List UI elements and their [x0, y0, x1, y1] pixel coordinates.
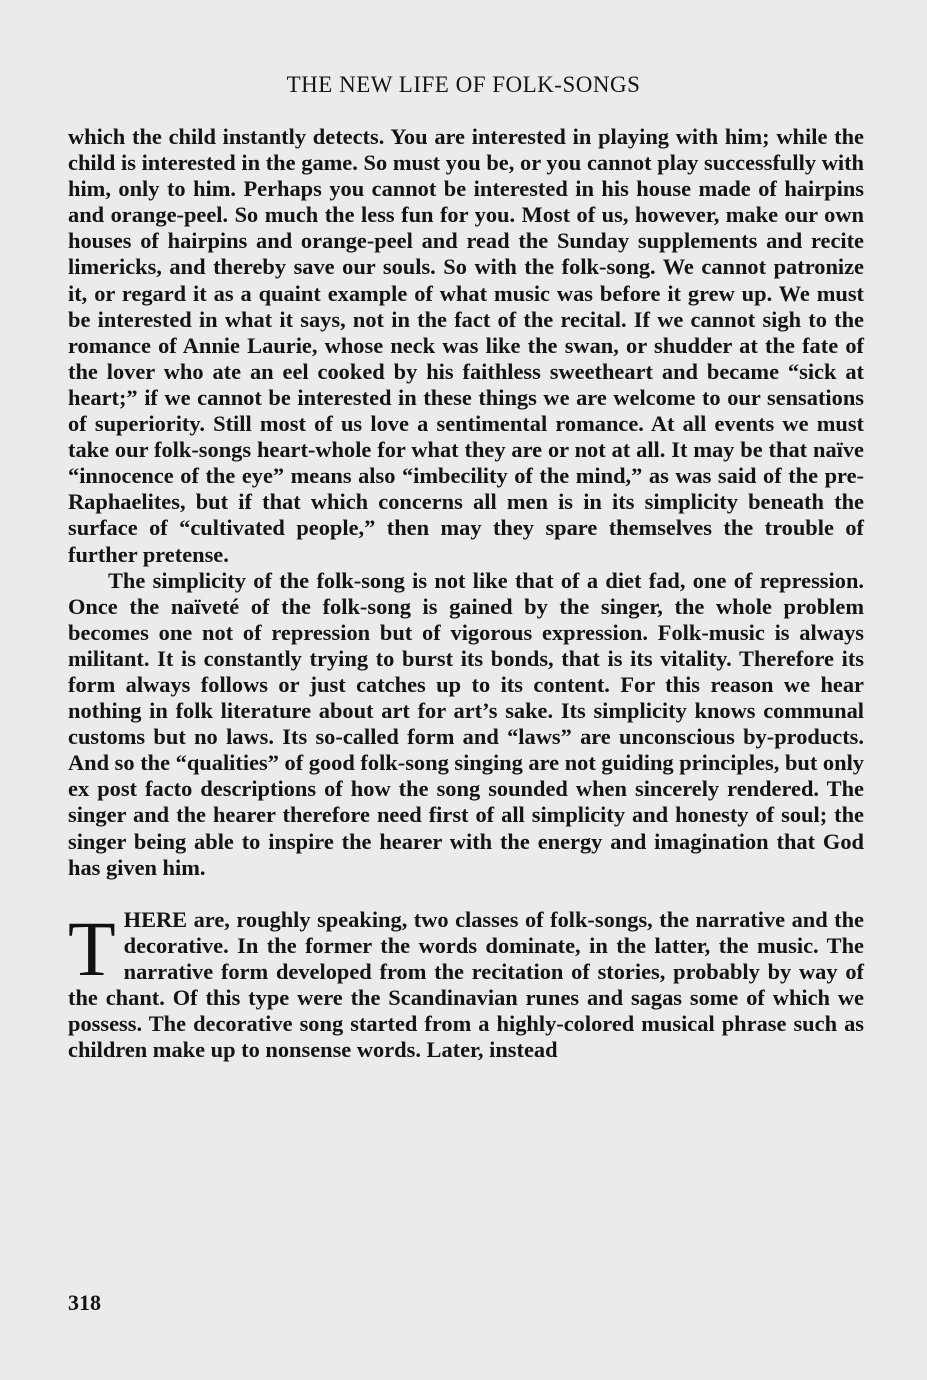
paragraph-continuation: which the child instantly detects. You are interested in playing with him; while the child is interested in the game. So must you be, or you cannot play successfully with him, only to him. Perhaps you cannot be interested in his house made of hairpins and orange-peel. So much the less fun for you. Most of us, however, make our own houses of hairpins and orange-peel and read the Sunday supplements and recite limericks, and thereby save our souls. So with the folk-song. We cannot patronize it, or regard it as a quaint example of what music was before it grew up. We must be interested in what it says, not in the fact of the recital. If we cannot sigh to the romance of Annie Laurie, whose neck was like the swan, or shudder at the fate of the lover who ate an eel cooked by his faithless sweetheart and became “sick at heart;” if we cannot be interested in these things we are welcome to our sensations of superiority. Still most of us love a sentimental romance. At all events we must take our folk-songs heart-whole for what they are or not at all. It may be that naïve “innocence of the eye” means also “imbecility of the mind,” as was said of the pre-Raphaelites, but if that which concerns all men is in its simplicity beneath the surface of “cultivated people,” then may they spare themselves the trouble of further pretense.: [68, 124, 864, 567]
running-head: THE NEW LIFE OF FOLK-SONGS: [286, 72, 641, 97]
paragraph-simplicity: The simplicity of the folk-song is not like that of a diet fad, one of repression. Once the naïveté of the folk-song is gained by the singer, the whole problem becomes one not of repression but of vigorous expression. Folk-music is always militant. It is constantly trying to burst its bonds, that is its vitality. Therefore its form always follows or just catches up to its content. For this reason we hear nothing in folk literature about art for art’s sake. Its simplicity knows communal customs but no laws. Its so-called form and “laws” are unconscious by-products. And so the “qualities” of good folk-song singing are not guiding principles, but only ex post facto descriptions of how the song sounded when sincerely rendered. The singer and the hearer therefore need first of all simplicity and honesty of soul; the singer being able to inspire the hearer with the energy and imagination that God has given him.: [68, 567, 864, 880]
paragraph-section-opening: [68, 904, 864, 1064]
body-text: [68, 124, 864, 1063]
page-number: 318: [68, 1290, 101, 1315]
lead-in-word: HERE: [123, 906, 188, 932]
section-break: [68, 881, 864, 907]
drop-cap-initial: T: [68, 904, 116, 992]
section-opening-text: are, roughly speaking, two classes of folk-songs, the narrative and the decorative. In the former the words dominate, in the latter, the music. The narrative form developed from the recitation of stories, probably by way of the chant. Of this type were the Scandinavian runes and sagas some of which we possess. The decorative song started from a highly-colored musical phrase such as children make up to nonsense words. Later, instead: [68, 906, 864, 1063]
